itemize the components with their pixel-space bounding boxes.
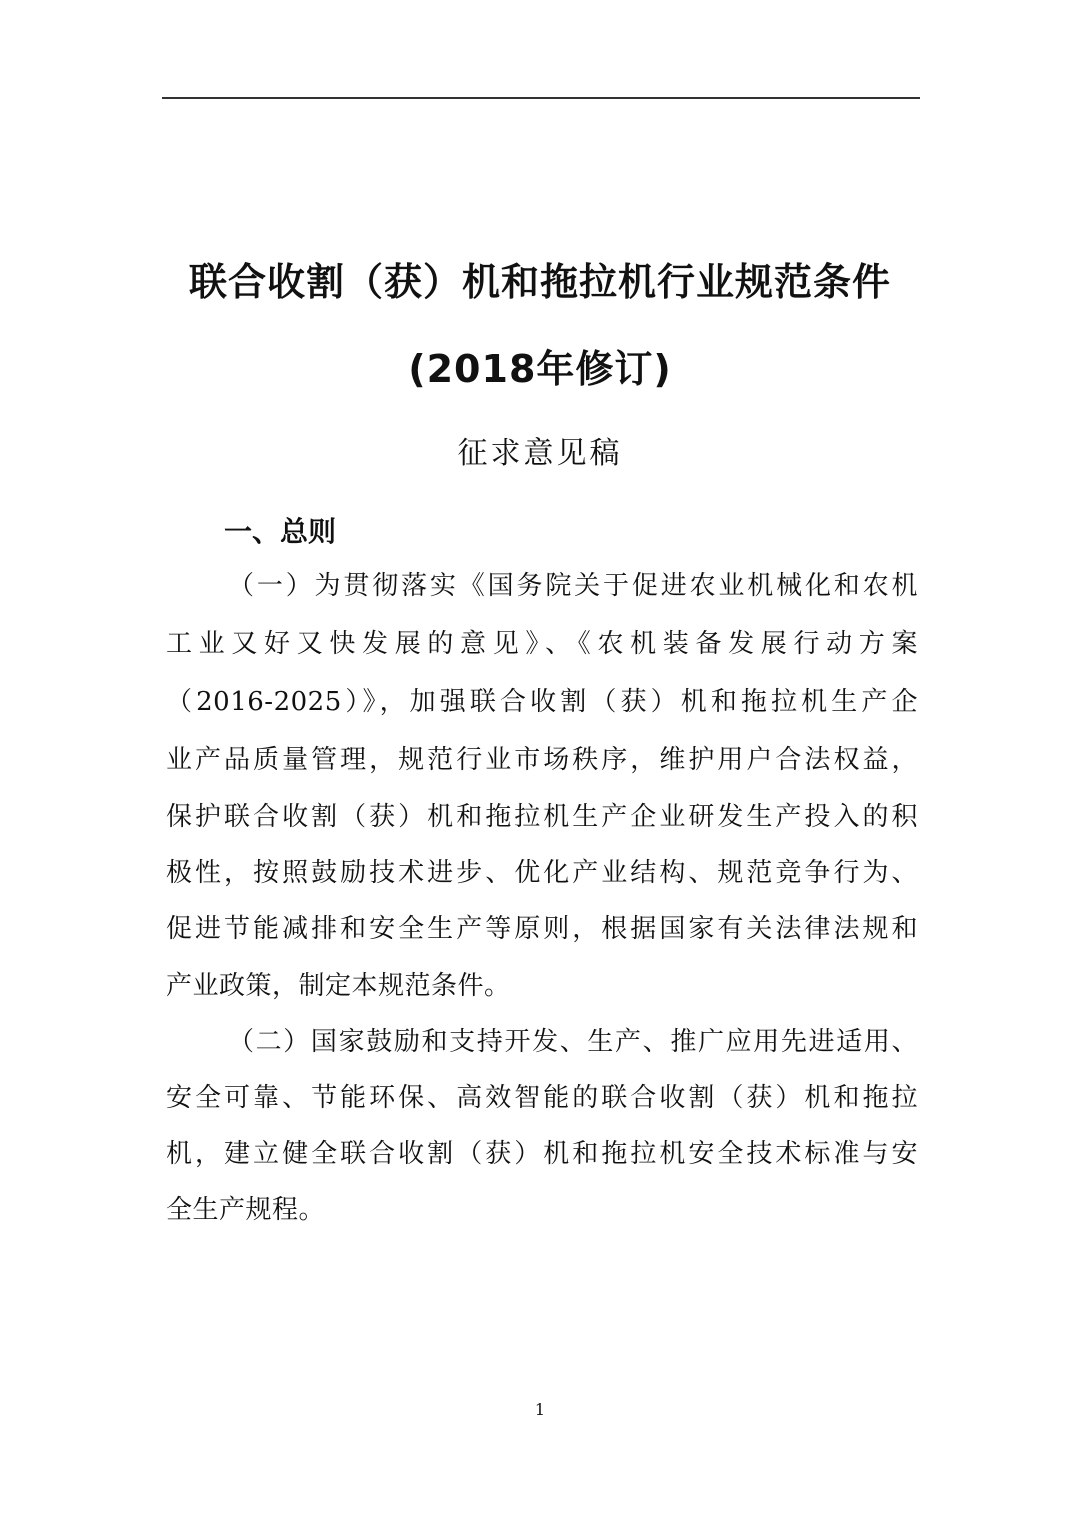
paragraph-line: （2016-2025）》，加强联合收割（获）机和拖拉机生产企 [166, 687, 918, 717]
paragraph-line: 机，建立健全联合收割（获）机和拖拉机安全技术标准与安 [166, 1139, 918, 1169]
paragraph-line: 全生产规程。 [166, 1195, 326, 1225]
header-rule [162, 97, 920, 99]
paragraph-line: 安全可靠、节能环保、高效智能的联合收割（获）机和拖拉 [166, 1083, 918, 1113]
paragraph-line: 极性，按照鼓励技术进步、优化产业结构、规范竞争行为、 [166, 858, 918, 888]
paragraph-line: （二）国家鼓励和支持开发、生产、推广应用先进适用、 [228, 1027, 918, 1057]
draft-label: 征求意见稿 [457, 436, 623, 471]
paragraph-line: （一）为贯彻落实《国务院关于促进农业机械化和农机 [228, 571, 918, 601]
paragraph-line: 产业政策，制定本规范条件。 [166, 971, 511, 1001]
document-title-revision: (2018年修订) [408, 347, 672, 391]
paragraph-line: 促进节能减排和安全生产等原则，根据国家有关法律法规和 [166, 914, 918, 944]
paragraph-line: 保护联合收割（获）机和拖拉机生产企业研发生产投入的积 [166, 802, 918, 832]
document-title: 联合收割（获）机和拖拉机行业规范条件 [188, 260, 891, 304]
section-heading-general: 一、总则 [224, 515, 337, 548]
page-number: 1 [534, 1400, 546, 1419]
paragraph-line: 工业又好又快发展的意见》、《农机装备发展行动方案 [166, 629, 918, 659]
paragraph-line: 业产品质量管理，规范行业市场秩序，维护用户合法权益， [166, 745, 918, 775]
